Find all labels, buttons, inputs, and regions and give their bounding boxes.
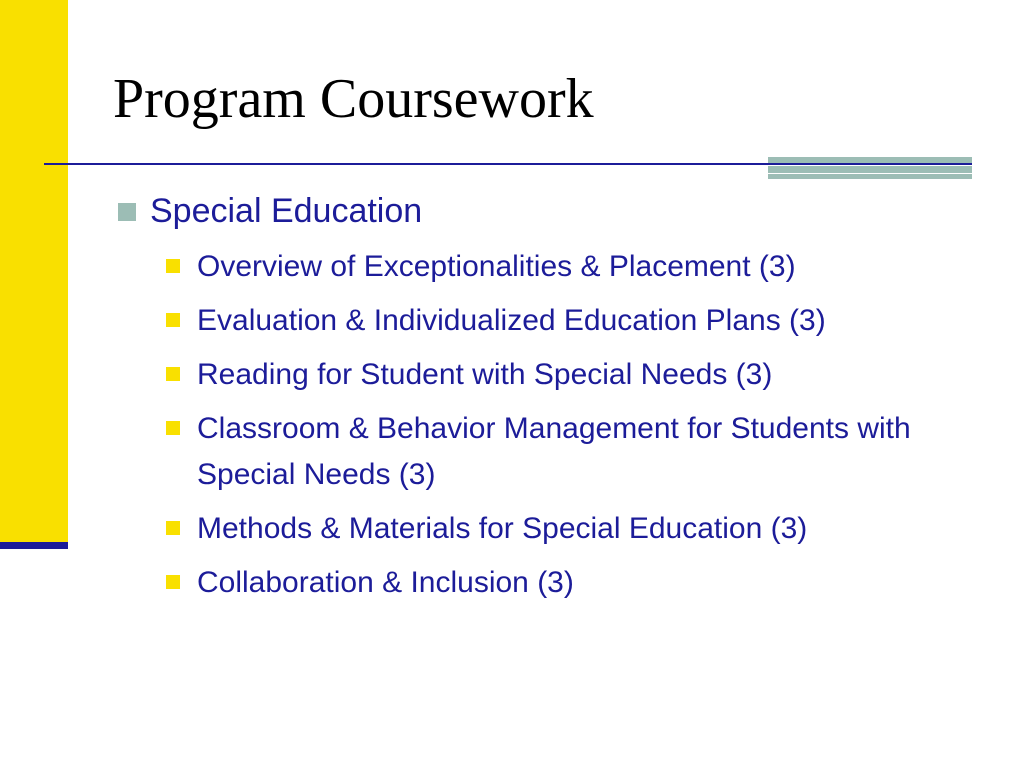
course-title: Collaboration & Inclusion (3) <box>197 566 574 599</box>
course-title: Classroom & Behavior Management for Students with Special Needs (3) <box>197 412 911 491</box>
course-list <box>166 244 966 614</box>
section-bullet <box>118 188 422 234</box>
course-title: Overview of Exceptionalities & Placement (3) <box>197 250 796 283</box>
course-item <box>166 406 966 498</box>
course-item <box>166 506 966 552</box>
course-item <box>166 352 966 398</box>
square-bullet-icon <box>166 521 180 535</box>
course-item <box>166 560 966 606</box>
course-title: Reading for Student with Special Needs (3) <box>197 358 773 391</box>
square-bullet-icon <box>166 367 180 381</box>
square-bullet-icon <box>166 259 180 273</box>
square-bullet-icon <box>166 575 180 589</box>
square-bullet-icon <box>118 203 136 221</box>
course-title: Evaluation & Individualized Education Plans (3) <box>197 304 826 337</box>
slide-title: Program Coursework <box>113 68 594 130</box>
square-bullet-icon <box>166 421 180 435</box>
course-item <box>166 244 966 290</box>
square-bullet-icon <box>166 313 180 327</box>
section-label: Special Education <box>150 192 423 230</box>
course-title: Methods & Materials for Special Education (3) <box>197 512 808 545</box>
course-item <box>166 298 966 344</box>
